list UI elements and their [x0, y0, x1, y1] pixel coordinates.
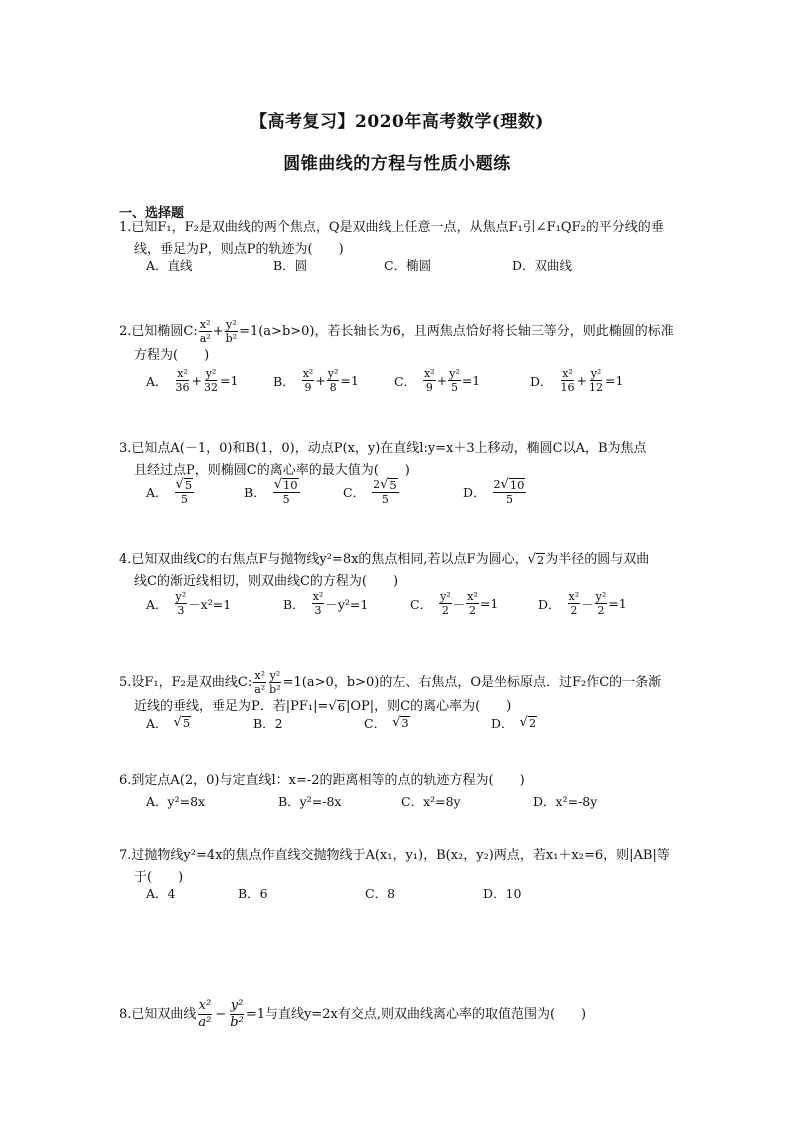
option-b[interactable]: B．y²=-8x — [278, 794, 342, 809]
option-d[interactable]: D．10 — [483, 886, 522, 901]
option-b[interactable]: B． $\frac{\text{x²}}{9}$ + $\frac{\text{y²}}{8}$ =1 — [273, 367, 359, 394]
option-a[interactable]: A． √ 5 5 — [146, 477, 193, 506]
question-2-line1: 2.已知椭圆C: $\frac{\text{x²}}{\text{a²}}$ + $\frac{\text{y²}}{\text{b²}}$ =1(a>b>0)，若长轴长为6，且两焦点恰好将长轴三等分，则此椭圆的标准 — [119, 318, 674, 345]
option-a[interactable]: A． $\frac{\text{x²}}{36}$ + $\frac{\text{y²}}{32}$ =1 — [146, 367, 239, 394]
question-2-line2: 方程为( ) — [134, 348, 210, 363]
option-c[interactable]: C． 2 √ 5 5 — [343, 477, 397, 506]
question-1 — [119, 217, 701, 261]
option-d[interactable]: D． $\frac{\text{x²}}{16}$ + $\frac{\text{y²}}{12}$ =1 — [530, 367, 624, 394]
option-c[interactable]: C．椭圆 — [384, 258, 432, 273]
option-a[interactable]: A． √ 5 — [146, 715, 191, 731]
question-3-line2: 且经过点P，则椭圆C的离心率的最大值为( ) — [134, 463, 410, 478]
question-5-line1: 5.设F₁，F₂是双曲线C: $\frac{\text{x²}}{\text{a²}}$ $\frac{\text{y²}}{\text{b²}}$ =1(a>0，b>0)的左、右焦点，O是坐标原点．过F₂作C的一条渐 — [119, 669, 662, 696]
question-5-line2: 近线的垂线，垂足为P．若|PF₁|= √ 6 |OP|，则C的离心率为( ) — [134, 698, 512, 714]
question-2-options — [146, 367, 706, 395]
fraction: $\frac{\text{y²}}{\text{b²}}$ — [225, 318, 238, 345]
option-b[interactable]: B．圆 — [273, 258, 308, 273]
option-c[interactable]: C． $\frac{\text{y²}}{2}$ － $\frac{\text{x²}}{2}$ =1 — [410, 590, 499, 617]
section-heading: 一、选择题 — [119, 206, 185, 221]
question-4-line1: 4.已知双曲线C的右焦点F与抛物线y²=8x的焦点相同,若以点F为圆心， √ 2 为半径的圆与双曲 — [119, 551, 650, 567]
question-2 — [119, 318, 701, 367]
question-3-line1: 3.已知点A(－1，0)和B(1，0)，动点P(x，y)在直线l:y=x＋3上移动，椭圆C以A，B为焦点 — [119, 441, 647, 456]
option-a[interactable]: A． $\frac{\text{y²}}{3}$ －x²=1 — [146, 590, 232, 617]
question-6-options — [146, 792, 706, 820]
option-b[interactable]: B． √ 10 5 — [244, 477, 298, 506]
option-d[interactable]: D． 2 √ 10 5 — [463, 477, 525, 506]
question-1-options — [146, 256, 706, 284]
option-a[interactable]: A．y²=8x — [146, 794, 206, 809]
option-c[interactable]: C． √ 3 — [364, 715, 409, 731]
option-c[interactable]: C．8 — [365, 886, 396, 901]
question-1-line2: 线，垂足为P，则点P的轨迹为( ) — [134, 242, 344, 257]
question-3-options — [146, 478, 706, 514]
option-b[interactable]: B．2 — [253, 716, 283, 731]
option-a[interactable]: A．直线 — [146, 258, 193, 273]
question-3 — [119, 438, 701, 482]
question-7-line2: 于( ) — [134, 870, 184, 885]
option-d[interactable]: D． $\frac{\text{x²}}{2}$ － $\frac{\text{y²}}{2}$ =1 — [538, 590, 627, 617]
question-4-options — [146, 590, 706, 626]
question-8 — [119, 998, 701, 1031]
fraction: $\frac{\text{x²}}{\text{a²}}$ — [199, 318, 211, 345]
question-4-line2: 线C的渐近线相切，则双曲线C的方程为( ) — [134, 574, 399, 589]
option-c[interactable]: C．x²=8y — [401, 794, 461, 809]
question-5-options — [146, 714, 706, 742]
option-b[interactable]: B．6 — [238, 886, 268, 901]
question-6 — [119, 770, 701, 792]
option-d[interactable]: D．双曲线 — [512, 258, 573, 273]
question-7-line1: 7.过抛物线y²=4x的焦点作直线交抛物线于A(x₁，y₁)，B(x₂，y₂)两点，若x₁＋x₂=6，则|AB|等 — [119, 848, 670, 863]
question-6-line1: 6.到定点A(2，0)与定直线l：x=-2的距离相等的点的轨迹方程为( ) — [119, 773, 525, 788]
question-5 — [119, 669, 701, 718]
question-7 — [119, 845, 701, 889]
option-b[interactable]: B． $\frac{\text{x²}}{3}$ －y²=1 — [283, 590, 369, 617]
option-c[interactable]: C． $\frac{\text{x²}}{9}$ + $\frac{\text{y²}}{5}$ =1 — [394, 367, 481, 394]
question-7-options — [146, 884, 706, 912]
question-1-line1: 1.已知F₁，F₂是双曲线的两个焦点，Q是双曲线上任意一点，从焦点F₁引∠F₁QF₂的平分线的垂 — [119, 220, 664, 235]
option-a[interactable]: A．4 — [146, 886, 176, 901]
page-title: 【高考复习】2020年高考数学(理数) — [250, 112, 544, 132]
option-d[interactable]: D． √ 2 — [491, 715, 537, 731]
option-d[interactable]: D．x²=-8y — [533, 794, 598, 809]
question-4 — [119, 549, 701, 593]
page-subtitle: 圆锥曲线的方程与性质小题练 — [283, 154, 511, 174]
question-8-line1: 8.已知双曲线 $\frac{\text{x²}}{\text{a²}}$ − $\frac{\text{y²}}{\text{b²}}$ =1与直线y=2x有交点,则双曲线离心率的取值范围为( ) — [119, 998, 587, 1030]
